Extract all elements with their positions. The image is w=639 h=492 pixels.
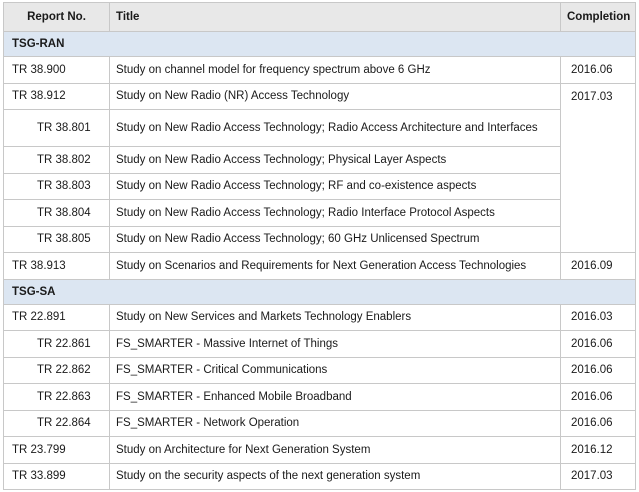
completion-date: 2016.03 [561, 304, 636, 331]
section-title: TSG-RAN [4, 32, 636, 57]
completion-date: 2016.09 [561, 253, 636, 280]
table-row [4, 410, 636, 437]
report-number: TR 22.861 [4, 331, 110, 358]
report-number: TR 33.899 [4, 463, 110, 490]
report-title: Study on Scenarios and Requirements for Next Generation Access Technologies [110, 253, 561, 280]
completion-date: 2016.06 [561, 410, 636, 437]
table-row [4, 173, 636, 200]
section-row-tsg-ran [4, 32, 636, 57]
table-row [4, 304, 636, 331]
table-row [4, 57, 636, 84]
table-row [4, 357, 636, 384]
report-number: TR 38.913 [4, 253, 110, 280]
report-number: TR 22.864 [4, 410, 110, 437]
report-title: FS_SMARTER - Critical Communications [110, 357, 561, 384]
report-number: TR 22.863 [4, 384, 110, 411]
report-number: TR 23.799 [4, 437, 110, 464]
completion-date: 2016.06 [561, 331, 636, 358]
table-row [4, 384, 636, 411]
section-row-tsg-sa [4, 279, 636, 304]
completion-date: 2016.12 [561, 437, 636, 464]
report-title: Study on New Radio Access Technology; Radio Interface Protocol Aspects [110, 200, 561, 227]
completion-date: 2016.06 [561, 384, 636, 411]
reports-table [3, 2, 636, 490]
table-row [4, 226, 636, 253]
report-number: TR 38.804 [4, 200, 110, 227]
column-header-title: Title [110, 3, 561, 32]
column-header-completion: Completion [561, 3, 636, 32]
report-number: TR 38.801 [4, 110, 110, 147]
completion-date: 2016.06 [561, 57, 636, 84]
report-number: TR 38.805 [4, 226, 110, 253]
report-title: Study on New Radio Access Technology; Physical Layer Aspects [110, 147, 561, 174]
report-title: FS_SMARTER - Massive Internet of Things [110, 331, 561, 358]
report-number: TR 22.862 [4, 357, 110, 384]
completion-date: 2016.06 [561, 357, 636, 384]
report-number: TR 38.802 [4, 147, 110, 174]
completion-date: 2017.03 [561, 83, 636, 253]
table-row [4, 83, 636, 110]
table-row [4, 437, 636, 464]
report-title: Study on New Radio Access Technology; 60 GHz Unlicensed Spectrum [110, 226, 561, 253]
table-header-row [4, 3, 636, 32]
report-title: Study on the security aspects of the next generation system [110, 463, 561, 490]
report-title: Study on New Services and Markets Technology Enablers [110, 304, 561, 331]
table-row [4, 253, 636, 280]
column-header-report-no: Report No. [4, 3, 110, 32]
completion-date: 2017.03 [561, 463, 636, 490]
report-title: Study on channel model for frequency spectrum above 6 GHz [110, 57, 561, 84]
report-title: FS_SMARTER - Enhanced Mobile Broadband [110, 384, 561, 411]
report-number: TR 22.891 [4, 304, 110, 331]
table-row [4, 200, 636, 227]
table-row [4, 331, 636, 358]
report-number: TR 38.912 [4, 83, 110, 110]
table-row [4, 110, 636, 147]
report-title: Study on New Radio Access Technology; RF and co-existence aspects [110, 173, 561, 200]
section-title: TSG-SA [4, 279, 636, 304]
report-number: TR 38.803 [4, 173, 110, 200]
report-title: FS_SMARTER - Network Operation [110, 410, 561, 437]
report-title: Study on Architecture for Next Generation System [110, 437, 561, 464]
table-row [4, 463, 636, 490]
report-title: Study on New Radio Access Technology; Radio Access Architecture and Interfaces [110, 110, 561, 147]
table-row [4, 147, 636, 174]
report-title: Study on New Radio (NR) Access Technology [110, 83, 561, 110]
report-number: TR 38.900 [4, 57, 110, 84]
